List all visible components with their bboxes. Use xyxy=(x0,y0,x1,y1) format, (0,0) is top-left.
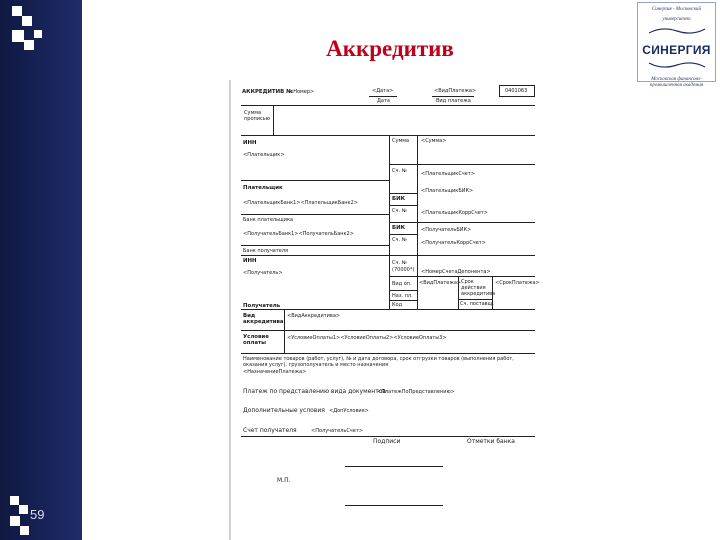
acc4-sub: (70000*) xyxy=(392,267,415,273)
pay-cond-ph: <УсловиеОплаты1><УсловиеОплаты2><УсловиеОплаты3> xyxy=(287,335,447,341)
slide-title: Аккредитив xyxy=(326,36,454,61)
row-line xyxy=(389,205,417,206)
recipient-ph: <Получатель> xyxy=(243,270,283,276)
sum-ph: <Сумма> xyxy=(421,138,447,144)
goods-label: Наименование товаров (работ, услуг), № и дата договора, срок отгрузки товаров (выполнения работ, оказания услуг), грузополучатель и место назначения xyxy=(243,356,514,368)
form-number-ph: <Номер> xyxy=(289,89,315,95)
code-label: Код xyxy=(392,302,403,308)
form-title: АККРЕДИТИВ № xyxy=(242,89,293,95)
payer-bank-label: Банк плательщика xyxy=(243,217,294,223)
form-date-label: Дата xyxy=(377,98,390,104)
page-number: 59 xyxy=(30,507,45,522)
inn-label: ИНН xyxy=(243,140,257,146)
acc-type-ph: <ВидАккредитива> xyxy=(287,313,341,319)
accreditive-form xyxy=(229,80,538,540)
recip-corr-ph: <ПолучательКоррСчет> xyxy=(421,240,486,246)
amount-words-label: Сумма прописью xyxy=(244,110,270,122)
form-paytype-label: Вид платежа xyxy=(436,98,471,104)
goods-ph: <НазначениеПлатежа> xyxy=(243,369,307,375)
logo-line-3: Московская финансово-промышленная академия xyxy=(649,77,704,88)
decor-square xyxy=(10,496,19,505)
docs-label: Платеж по представлению вида документов xyxy=(243,388,386,395)
vid-op-label: Вид оп. xyxy=(392,281,412,287)
pay-cond-label: Условие оплаты xyxy=(243,334,269,346)
acc2-label: Сч. № xyxy=(392,208,407,214)
decor-square xyxy=(20,526,29,535)
logo-wave-icon xyxy=(647,26,707,36)
date-line xyxy=(369,96,397,97)
naz-pl-label: Наз. пл. xyxy=(392,293,413,299)
form-date-ph: <Дата> xyxy=(372,88,394,94)
sum-label: Сумма xyxy=(392,138,410,144)
acc-post-label: Сч. поставщ. xyxy=(460,301,494,307)
col-line xyxy=(284,309,285,353)
mp-label: М.П. xyxy=(277,477,291,484)
form-shadow xyxy=(229,80,231,540)
row-line xyxy=(241,330,535,331)
signatures-label: Подписи xyxy=(373,438,401,445)
form-code: 0401063 xyxy=(505,88,528,94)
account-ph: <ПолучательСчет> xyxy=(311,428,363,434)
decor-square xyxy=(12,6,22,16)
recipient-bank-ph: <ПолучательБанк1><ПолучательБанк2> xyxy=(243,231,354,237)
row-line xyxy=(241,436,535,437)
acc-type-label: Вид аккредитива xyxy=(243,313,284,325)
row-line xyxy=(241,245,389,246)
decor-square xyxy=(12,30,24,42)
extra-label: Дополнительные условия xyxy=(243,407,325,414)
row-line xyxy=(241,180,389,181)
deposit-ph: <НомерСчетаДепонента> xyxy=(421,269,491,275)
logo-brand: СИНЕРГИЯ xyxy=(642,43,711,57)
synergy-logo xyxy=(637,2,716,88)
decor-square xyxy=(10,516,20,526)
decor-square xyxy=(22,16,32,26)
logo-line-2: университет xyxy=(662,17,691,22)
logo-wave-icon xyxy=(647,60,707,70)
extra-ph: <ДопУсловия> xyxy=(329,408,369,414)
form-paytype-ph: <ВидПлатежа> xyxy=(434,88,477,94)
decor-square xyxy=(19,505,28,514)
acc4-label: Сч. № xyxy=(392,260,407,266)
decor-square xyxy=(34,30,42,38)
row-line xyxy=(389,300,417,301)
acc3-label: Сч. № xyxy=(392,237,407,243)
decor-square xyxy=(24,40,34,50)
row-line xyxy=(458,299,492,300)
bik1-label: БИК xyxy=(392,196,406,202)
row-line xyxy=(241,105,535,106)
row-line xyxy=(389,234,417,235)
account-label: Счет получателя xyxy=(243,427,297,434)
row-line xyxy=(389,193,417,194)
payer-label: Плательщик xyxy=(243,185,283,191)
inn2-label: ИНН xyxy=(243,258,257,264)
docs-ph: <ПлатежПоПредставлению> xyxy=(377,389,455,395)
recipient-bank-label: Банк получателя xyxy=(243,248,289,254)
row-line xyxy=(389,276,535,277)
recipient-label: Получатель xyxy=(243,303,281,309)
term-ph: <СрокПлатежа> xyxy=(495,280,540,286)
row-line xyxy=(389,290,417,291)
col-line xyxy=(273,105,274,135)
payer-ph: <Плательщик> xyxy=(243,152,285,158)
row-line xyxy=(241,309,535,310)
logo-line-1: Синергия ‑ Московский xyxy=(651,7,702,12)
slide-side-rail xyxy=(0,0,82,540)
signature-line xyxy=(345,466,443,467)
row-line xyxy=(241,135,535,136)
paytype-line xyxy=(432,96,474,97)
col-line xyxy=(458,276,459,309)
acc1-label: Сч. № xyxy=(392,168,407,174)
bank-marks-label: Отметки банка xyxy=(467,438,515,445)
payer-bik-ph: <ПлательщикБИК> xyxy=(421,188,474,194)
payer-acc-ph: <ПлательщикСчет> xyxy=(421,171,475,177)
row-line xyxy=(389,164,535,165)
bik2-label: БИК xyxy=(392,225,406,231)
row-line xyxy=(241,214,389,215)
row-line xyxy=(241,255,535,256)
term-label: Срок действия аккредитива xyxy=(461,279,496,297)
payer-bank-ph: <ПлательщикБанк1><ПлательщикБанк2> xyxy=(243,200,358,206)
row-line xyxy=(389,222,535,223)
row-line xyxy=(241,353,535,354)
signature-line xyxy=(345,505,443,506)
recip-bik-ph: <ПолучательБИК> xyxy=(421,227,472,233)
vid-pl-ph: <ВидПлатежа> xyxy=(419,280,462,286)
payer-corr-ph: <ПлательщикКоррСчет> xyxy=(421,210,488,216)
